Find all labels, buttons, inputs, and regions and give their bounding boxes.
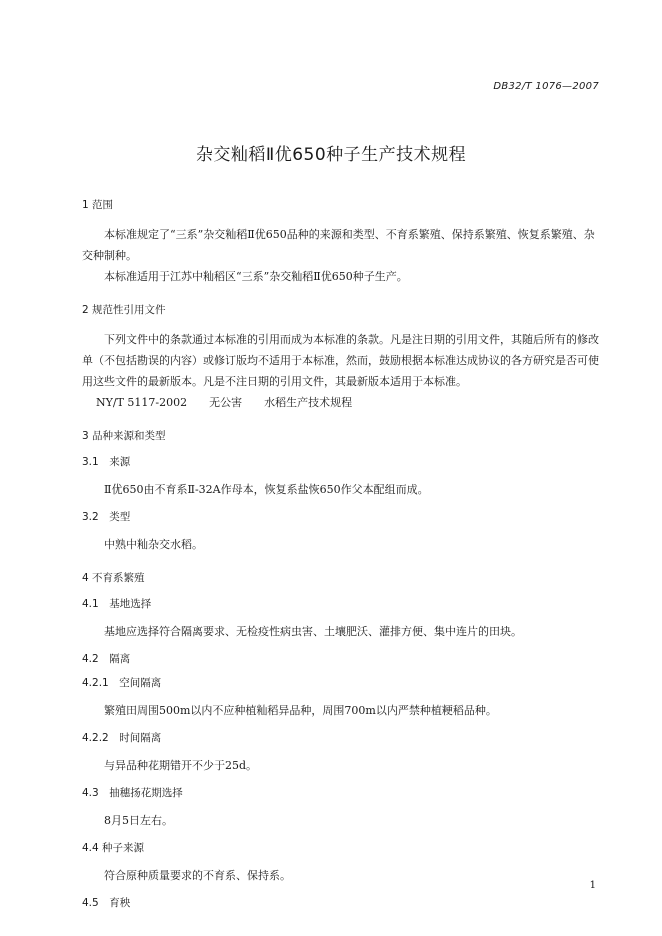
seed-source-text: 符合原种质量要求的不育系、保持系。 — [104, 869, 291, 882]
source-text: Ⅱ优650由不育系Ⅱ-32A作母本，恢复系盐恢650作父本配组而成。 — [104, 483, 429, 496]
subsection-heading-4-2-1: 4.2.1 空间隔离 — [82, 677, 162, 689]
subsection-heading-3-2: 3.2 类型 — [82, 511, 131, 523]
references-paragraph: 下列文件中的条款通过本标准的引用而成为本标准的条款。凡是注日期的引用文件，其随后所有的修改单（不包括勘误的内容）或修订版均不适用于本标准，然而，鼓励根据本标准达成协议的各方研究是否可使用这些文件的最新版本。凡是不注日期的引用文件，其最新版本适用于本标准。 — [82, 333, 599, 388]
spatial-isolation-text: 繁殖田周围500m以内不应种植籼稻异品种，周围700m以内严禁种植粳稻品种。 — [104, 704, 497, 717]
subsection-heading-3-1: 3.1 来源 — [82, 456, 131, 468]
section-heading-variety-source: 3 品种来源和类型 — [82, 430, 166, 442]
subsection-heading-4-2-2: 4.2.2 时间隔离 — [82, 732, 162, 744]
heading-period-text: 8月5日左右。 — [104, 814, 173, 827]
site-selection-text: 基地应选择符合隔离要求、无检疫性病虫害、土壤肥沃、灌排方便、集中连片的田块。 — [104, 625, 522, 638]
standard-code: DB32/T 1076—2007 — [493, 81, 599, 92]
scope-paragraph-1: 本标准规定了“三系”杂交籼稻Ⅱ优650品种的来源和类型、不育系繁殖、保持系繁殖、恢复系繁殖、杂交种制种。 — [82, 228, 595, 262]
subsection-heading-4-5: 4.5 育秧 — [82, 897, 131, 909]
subsection-heading-4-4: 4.4 种子来源 — [82, 842, 145, 854]
section-heading-scope: 1 范围 — [82, 199, 114, 211]
document-body — [82, 198, 602, 910]
scope-paragraph-2: 本标准适用于江苏中籼稻区“三系”杂交籼稻Ⅱ优650种子生产。 — [104, 270, 408, 283]
document-title: 杂交籼稻Ⅱ优650种子生产技术规程 — [195, 145, 467, 165]
section-heading-normative-references: 2 规范性引用文件 — [82, 304, 166, 316]
page-number: 1 — [589, 880, 596, 891]
type-text: 中熟中籼杂交水稻。 — [104, 538, 203, 551]
subsection-heading-4-2: 4.2 隔离 — [82, 653, 131, 665]
subsection-heading-4-1: 4.1 基地选择 — [82, 598, 152, 610]
reference-item: NY/T 5117-2002 无公害 水稻生产技术规程 — [96, 396, 353, 409]
section-heading-sterile-line-propagation: 4 不育系繁殖 — [82, 572, 145, 584]
time-isolation-text: 与异品种花期错开不少于25d。 — [104, 759, 258, 772]
subsection-heading-4-3: 4.3 抽穗扬花期选择 — [82, 787, 183, 799]
